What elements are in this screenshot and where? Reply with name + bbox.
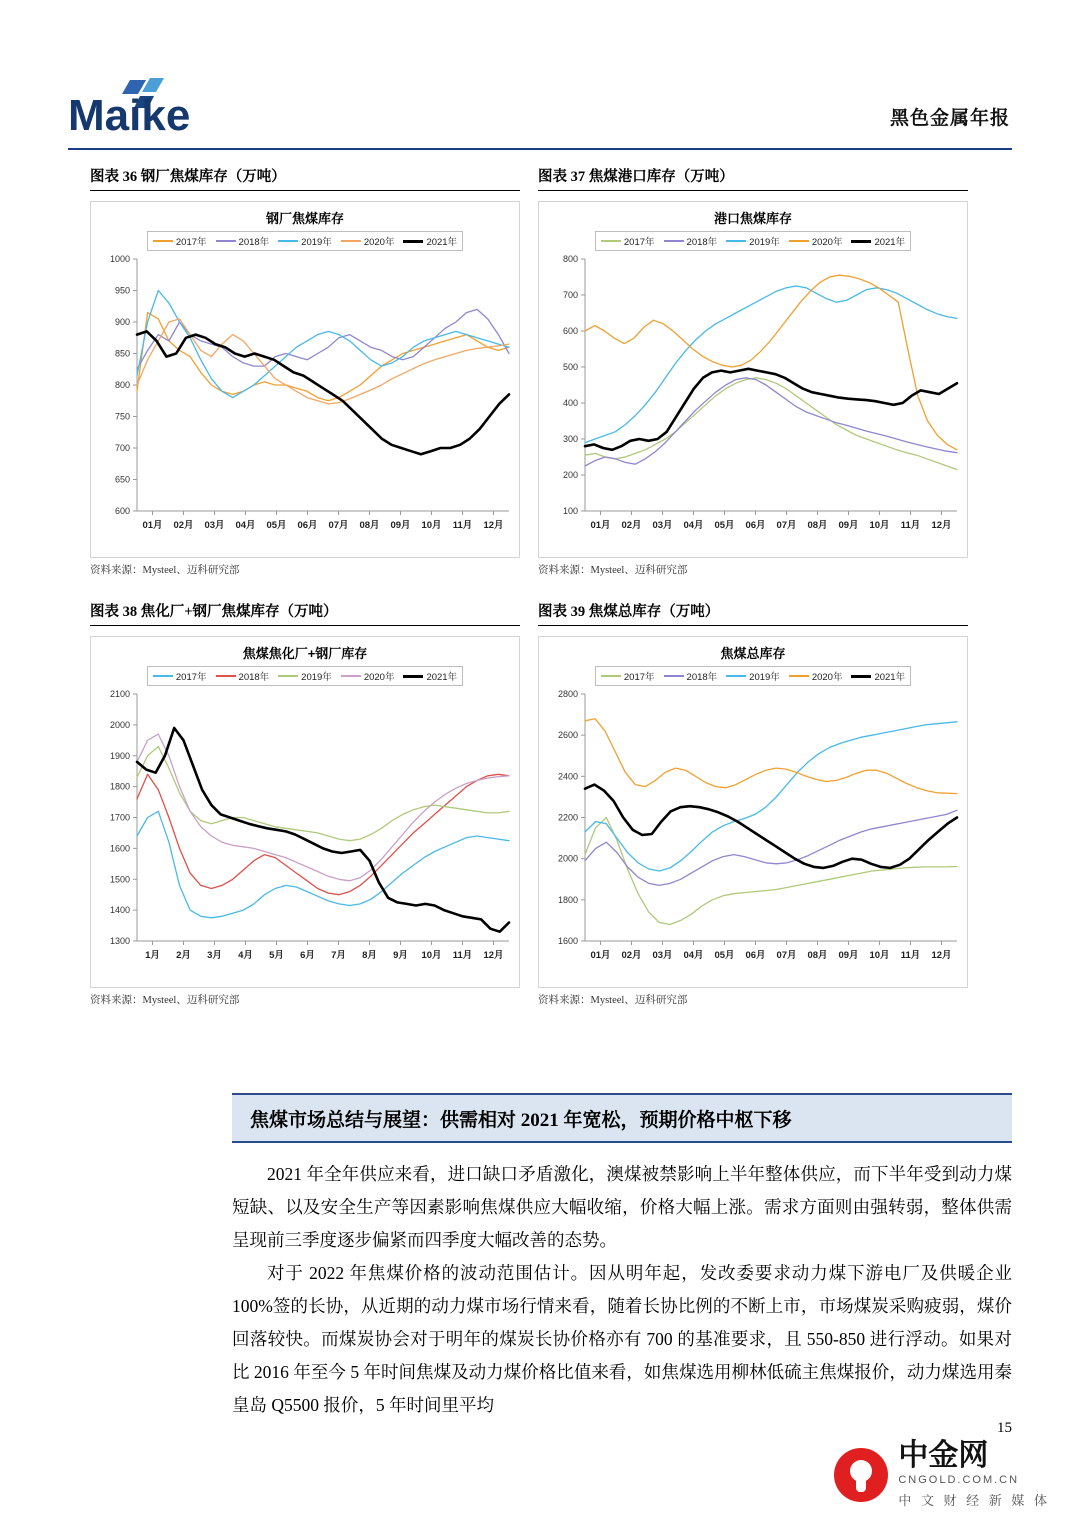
svg-text:700: 700 <box>114 443 130 453</box>
svg-text:04月: 04月 <box>683 520 704 531</box>
legend-label: 2021年 <box>426 237 458 248</box>
maike-logo-icon <box>68 78 228 138</box>
svg-text:12月: 12月 <box>483 520 504 531</box>
svg-text:05月: 05月 <box>714 950 735 961</box>
svg-text:8月: 8月 <box>362 950 377 961</box>
legend-label: 2019年 <box>301 672 332 683</box>
body-text <box>232 1158 1012 1422</box>
legend-swatch <box>601 675 621 677</box>
svg-text:7月: 7月 <box>331 950 346 961</box>
svg-text:07月: 07月 <box>328 520 349 531</box>
figure-39-chart-title: 焦煤总库存 <box>720 646 786 661</box>
legend-swatch <box>726 675 746 677</box>
legend-label: 2017年 <box>175 672 207 683</box>
legend-label: 2018年 <box>686 672 718 683</box>
svg-text:10月: 10月 <box>869 950 890 961</box>
legend-swatch <box>789 240 809 242</box>
svg-text:01月: 01月 <box>590 520 611 531</box>
legend-swatch <box>726 240 746 242</box>
svg-text:08月: 08月 <box>359 520 380 531</box>
svg-text:07月: 07月 <box>776 520 797 531</box>
figure-39-plot <box>539 686 967 971</box>
svg-text:300: 300 <box>562 434 578 444</box>
svg-text:4月: 4月 <box>238 950 253 961</box>
svg-text:200: 200 <box>562 470 578 480</box>
figure-36-chart-title: 钢厂焦煤库存 <box>265 211 344 226</box>
svg-text:700: 700 <box>562 290 578 300</box>
figure-37 <box>538 165 968 577</box>
legend-swatch <box>153 675 173 677</box>
svg-text:5月: 5月 <box>269 950 284 961</box>
body-paragraph-2: 对于 2022 年焦煤价格的波动范围估计。因从明年起，发改委要求动力煤下游电厂及供暖企业 100%签的长协，从近期的动力煤市场行情来看，随着长协比例的不断上市，市场煤炭采购疲弱，煤价回落较快。而煤炭协会对于明年的煤炭长协价格亦有 700 的基准要求，且 550-850 进行浮动。如果对比 2016 年至今 5 年时间焦煤及动力煤价格比值来看，如焦煤选用柳林低硫主焦煤报价，动力煤选用秦皇岛 Q5500 报价，5 年时间里平均 <box>232 1263 1012 1415</box>
svg-text:09月: 09月 <box>838 520 859 531</box>
figure-38-chart-title: 焦煤焦化厂+钢厂库存 <box>242 646 368 661</box>
figure-36 <box>90 165 520 577</box>
svg-text:1800: 1800 <box>557 894 578 905</box>
figure-37-source: 资料来源：Mysteel、迈科研究部 <box>538 565 688 576</box>
svg-text:07月: 07月 <box>776 950 797 961</box>
legend-swatch <box>664 240 684 242</box>
legend-swatch <box>601 240 621 242</box>
svg-text:2月: 2月 <box>176 950 191 961</box>
svg-text:850: 850 <box>114 348 130 359</box>
svg-text:12月: 12月 <box>931 950 952 961</box>
section-banner-title: 焦煤市场总结与展望：供需相对 2021 年宽松，预期价格中枢下移 <box>250 1109 792 1131</box>
figure-37-chart-title: 港口焦煤库存 <box>713 211 792 226</box>
legend-label: 2021年 <box>426 672 458 683</box>
figure-38-legend <box>91 666 519 686</box>
legend-label: 2020年 <box>811 237 843 248</box>
legend-label: 2017年 <box>623 237 655 248</box>
svg-text:03月: 03月 <box>652 950 673 961</box>
watermark-title: 中金网 <box>898 1439 989 1472</box>
legend-swatch <box>278 675 298 677</box>
svg-text:11月: 11月 <box>900 950 921 961</box>
svg-text:05月: 05月 <box>714 520 735 531</box>
svg-text:1700: 1700 <box>109 812 130 823</box>
svg-text:100: 100 <box>562 506 578 516</box>
legend-label: 2021年 <box>874 672 906 683</box>
svg-text:03月: 03月 <box>204 520 225 531</box>
svg-text:500: 500 <box>562 362 578 372</box>
legend-swatch <box>851 675 871 678</box>
svg-text:800: 800 <box>562 254 578 264</box>
legend-label: 2018年 <box>686 237 718 248</box>
svg-text:750: 750 <box>114 411 130 422</box>
svg-text:1900: 1900 <box>109 750 130 761</box>
legend-label: 2020年 <box>363 672 395 683</box>
figure-36-plot <box>91 251 519 541</box>
legend-label: 2018年 <box>238 237 270 248</box>
svg-text:600: 600 <box>562 326 578 336</box>
legend-label: 2019年 <box>301 237 332 248</box>
legend-swatch <box>278 240 298 242</box>
figure-39 <box>538 600 968 1007</box>
svg-text:10月: 10月 <box>869 520 890 531</box>
header-divider <box>68 148 1012 150</box>
legend-swatch <box>851 240 871 243</box>
watermark-url: CNGOLD.COM.CN <box>898 1474 1020 1486</box>
svg-text:2400: 2400 <box>557 771 578 782</box>
legend-label: 2020年 <box>811 672 843 683</box>
svg-text:12月: 12月 <box>931 520 952 531</box>
svg-text:1800: 1800 <box>109 781 130 792</box>
svg-text:01月: 01月 <box>142 520 163 531</box>
svg-text:2000: 2000 <box>109 719 130 730</box>
body-paragraph-1: 2021 年全年供应来看，进口缺口矛盾激化，澳煤被禁影响上半年整体供应，而下半年受到动力煤短缺、以及安全生产等因素影响焦煤供应大幅收缩，价格大幅上涨。需求方面则由强转弱，整体供需呈现前三季度逐步偏紧而四季度大幅改善的态势。 <box>232 1164 1012 1250</box>
svg-text:04月: 04月 <box>683 950 704 961</box>
svg-text:11月: 11月 <box>452 950 473 961</box>
figure-39-chart <box>538 636 968 988</box>
figure-37-caption: 图表 37 焦煤港口库存（万吨） <box>538 165 968 191</box>
svg-text:08月: 08月 <box>807 950 828 961</box>
svg-text:900: 900 <box>114 317 130 327</box>
svg-text:01月: 01月 <box>590 950 611 961</box>
figure-38-chart <box>90 636 520 988</box>
svg-text:10月: 10月 <box>421 950 442 961</box>
svg-text:03月: 03月 <box>652 520 673 531</box>
figure-36-chart <box>90 201 520 558</box>
svg-text:02月: 02月 <box>621 520 642 531</box>
company-logo <box>68 78 228 138</box>
svg-text:02月: 02月 <box>621 950 642 961</box>
legend-label: 2018年 <box>238 672 270 683</box>
svg-text:800: 800 <box>114 380 130 390</box>
figure-38-caption: 图表 38 焦化厂+钢厂焦煤库存（万吨） <box>90 600 520 626</box>
svg-text:2800: 2800 <box>557 689 578 699</box>
legend-swatch <box>341 675 361 677</box>
figure-36-caption: 图表 36 钢厂焦煤库存（万吨） <box>90 165 520 191</box>
figure-36-legend <box>91 231 519 251</box>
svg-text:05月: 05月 <box>266 520 287 531</box>
svg-text:2100: 2100 <box>109 689 130 699</box>
legend-swatch <box>153 240 173 242</box>
svg-text:1500: 1500 <box>109 874 130 885</box>
figure-38-source: 资料来源：Mysteel、迈科研究部 <box>90 995 240 1006</box>
legend-swatch <box>789 675 809 677</box>
figure-37-plot <box>539 251 967 541</box>
figure-37-chart <box>538 201 968 558</box>
svg-text:1000: 1000 <box>109 254 130 264</box>
svg-text:2200: 2200 <box>557 812 578 823</box>
legend-swatch <box>341 240 361 242</box>
page-header <box>0 0 1080 150</box>
legend-swatch <box>403 675 423 678</box>
legend-label: 2021年 <box>874 237 906 248</box>
watermark <box>834 1441 1050 1509</box>
page-number: 15 <box>997 1420 1012 1436</box>
legend-swatch <box>216 675 236 677</box>
svg-text:Maike: Maike <box>68 91 191 138</box>
legend-label: 2017年 <box>175 237 207 248</box>
svg-text:600: 600 <box>114 506 130 516</box>
svg-text:2000: 2000 <box>557 853 578 864</box>
figure-39-source: 资料来源：Mysteel、迈科研究部 <box>538 995 688 1006</box>
legend-label: 2019年 <box>749 672 780 683</box>
figure-38 <box>90 600 520 1007</box>
svg-text:1300: 1300 <box>109 936 130 946</box>
legend-swatch <box>664 675 684 677</box>
watermark-subtitle: 中 文 财 经 新 媒 体 <box>898 1493 1050 1508</box>
legend-swatch <box>216 240 236 242</box>
figure-39-legend <box>539 666 967 686</box>
svg-text:9月: 9月 <box>393 950 408 961</box>
svg-text:09月: 09月 <box>390 520 411 531</box>
svg-text:11月: 11月 <box>452 520 473 531</box>
svg-text:02月: 02月 <box>173 520 194 531</box>
watermark-badge-icon <box>834 1448 888 1502</box>
svg-text:6月: 6月 <box>300 950 315 961</box>
svg-text:09月: 09月 <box>838 950 859 961</box>
svg-text:650: 650 <box>114 474 130 485</box>
svg-text:10月: 10月 <box>421 520 442 531</box>
figure-37-legend <box>539 231 967 251</box>
section-banner <box>232 1093 1012 1143</box>
svg-text:1月: 1月 <box>145 950 160 961</box>
figure-39-caption: 图表 39 焦煤总库存（万吨） <box>538 600 968 626</box>
svg-text:06月: 06月 <box>297 520 318 531</box>
svg-text:2600: 2600 <box>557 730 578 741</box>
svg-text:06月: 06月 <box>745 520 766 531</box>
legend-label: 2019年 <box>749 237 780 248</box>
svg-text:12月: 12月 <box>483 950 504 961</box>
svg-text:950: 950 <box>114 285 130 296</box>
legend-label: 2017年 <box>623 672 655 683</box>
svg-text:1400: 1400 <box>109 905 130 916</box>
svg-text:08月: 08月 <box>807 520 828 531</box>
figure-38-plot <box>91 686 519 971</box>
svg-text:1600: 1600 <box>109 843 130 854</box>
svg-text:3月: 3月 <box>207 950 222 961</box>
svg-text:11月: 11月 <box>900 520 921 531</box>
svg-text:04月: 04月 <box>235 520 256 531</box>
svg-text:06月: 06月 <box>745 950 766 961</box>
figure-36-source: 资料来源：Mysteel、迈科研究部 <box>90 565 240 576</box>
legend-label: 2020年 <box>363 237 395 248</box>
legend-swatch <box>403 240 423 243</box>
header-title: 黑色金属年报 <box>889 108 1010 129</box>
svg-text:1600: 1600 <box>557 936 578 946</box>
svg-text:400: 400 <box>562 398 578 408</box>
